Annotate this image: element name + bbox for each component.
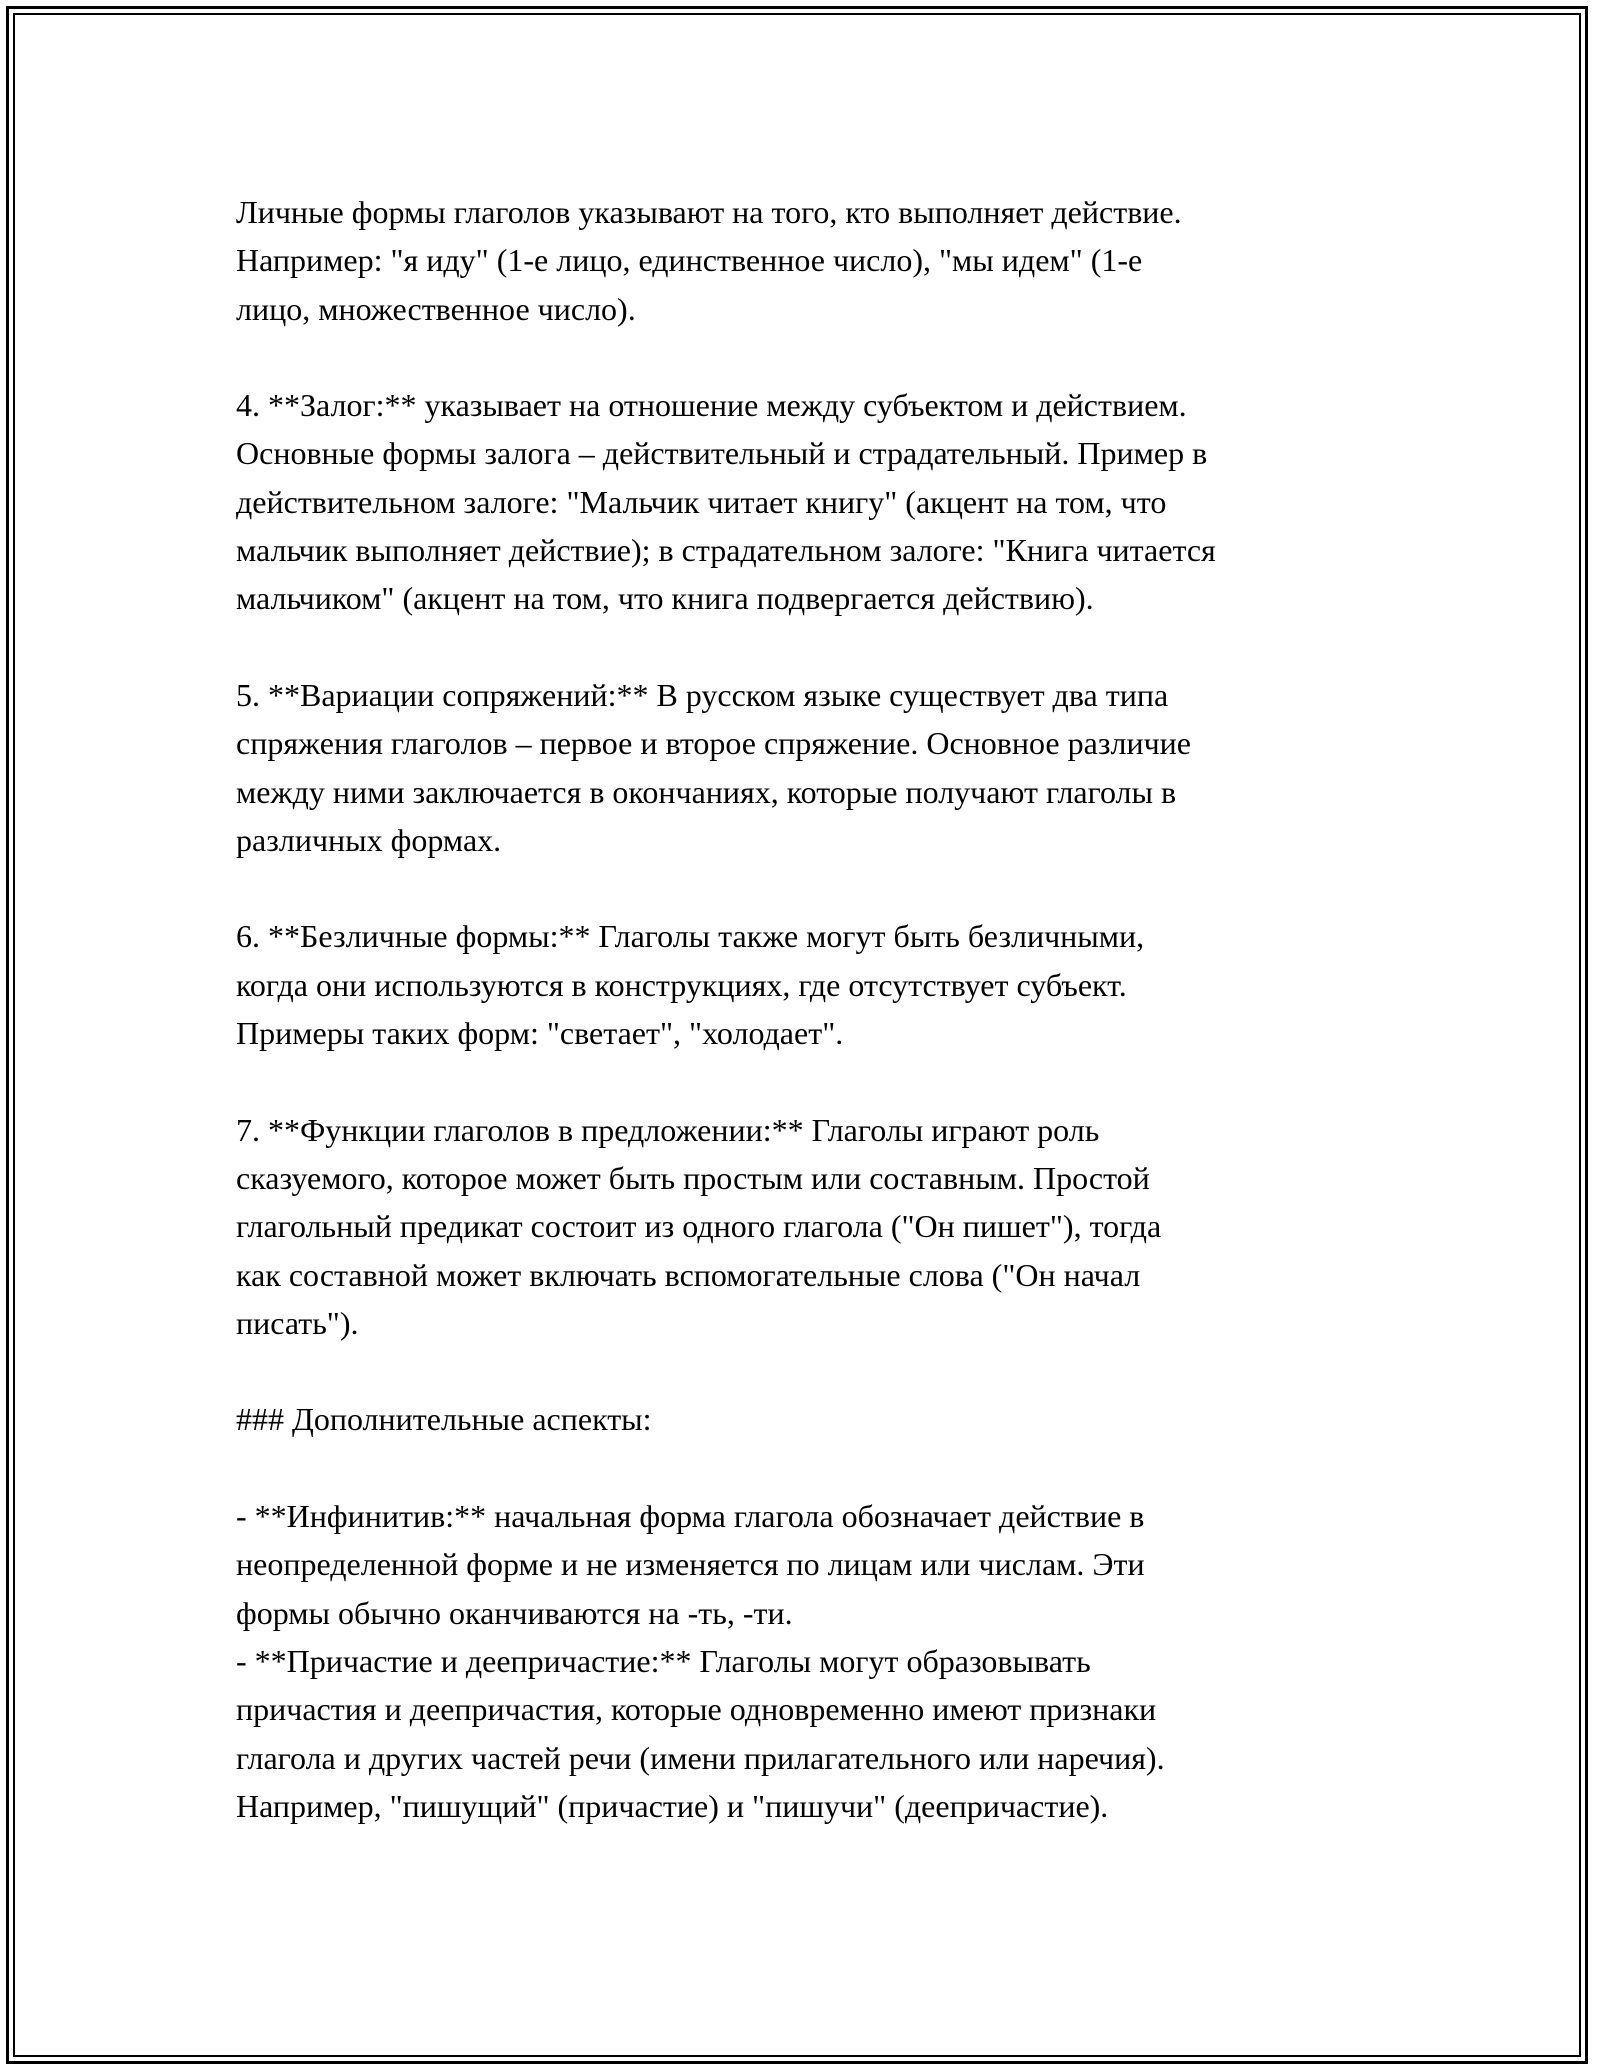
text-line: формы обычно оканчиваются на -ть, -ти.: [236, 1594, 793, 1631]
heading-line: ### Дополнительные аспекты:: [236, 1401, 652, 1438]
text-line: писать").: [236, 1304, 359, 1341]
paragraph-gap: [236, 623, 1396, 671]
text-line: Примеры таких форм: "светает", "холодает".: [236, 1015, 844, 1052]
text-line: Основные формы залога – действительный и страдательный. Пример в: [236, 435, 1208, 472]
text-line: 5. **Вариации сопряжений:** В русском языке существует два типа: [236, 676, 1169, 713]
text-line: 6. **Безличные формы:** Глаголы также могут быть безличными,: [236, 918, 1145, 955]
document-body: [236, 188, 1396, 1830]
text-line: когда они используются в конструкциях, где отсутствует субъект.: [236, 966, 1127, 1003]
text-line: Личные формы глаголов указывают на того, кто выполняет действие.: [236, 194, 1182, 230]
text-line: сказуемого, которое может быть простым или составным. Простой: [236, 1159, 1150, 1196]
text-line: различных формах.: [236, 821, 502, 858]
paragraph-gap: [236, 1347, 1396, 1395]
text-line: мальчиком" (акцент на том, что книга подвергается действию).: [236, 580, 1094, 617]
text-line: Например: "я иду" (1-е лицо, единственное число), "мы идем" (1-е: [236, 242, 1143, 279]
text-line: Например, "пишущий" (причастие) и "пишучи" (деепричастие).: [236, 1787, 1109, 1824]
text-line: - **Инфинитив:** начальная форма глагола обозначает действие в: [236, 1498, 1145, 1535]
text-line: причастия и деепричастия, которые одновременно имеют признаки: [236, 1691, 1157, 1728]
paragraph-gap: [236, 864, 1396, 912]
section-heading: [236, 1395, 1396, 1443]
text-line: неопределенной форме и не изменяется по лицам или числам. Эти: [236, 1546, 1145, 1583]
paragraph-gap: [236, 333, 1396, 381]
paragraph-voice: [236, 381, 1396, 622]
text-line: - **Причастие и деепричастие:** Глаголы могут образовывать: [236, 1642, 1091, 1679]
text-line: мальчик выполняет действие); в страдательном залоге: "Книга читается: [236, 532, 1216, 569]
text-line: 7. **Функции глаголов в предложении:** Глаголы играют роль: [236, 1111, 1100, 1148]
text-line: глагольный предикат состоит из одного глагола ("Он пишет"), тогда: [236, 1208, 1162, 1245]
text-line: как составной может включать вспомогательные слова ("Он начал: [236, 1256, 1141, 1293]
paragraph-conjugation: [236, 671, 1396, 864]
text-line: между ними заключается в окончаниях, которые получают глаголы в: [236, 773, 1177, 810]
text-line: 4. **Залог:** указывает на отношение между субъектом и действием.: [236, 387, 1187, 424]
paragraph-functions: [236, 1106, 1396, 1347]
text-line: спряжения глаголов – первое и второе спряжение. Основное различие: [236, 725, 1191, 762]
list-additional-aspects: [236, 1492, 1396, 1830]
text-line: глагола и других частей речи (имени прилагательного или наречия).: [236, 1739, 1165, 1776]
paragraph-personal-forms: [236, 188, 1396, 333]
paragraph-gap: [236, 1444, 1396, 1492]
text-line: действительном залоге: "Мальчик читает книгу" (акцент на том, что: [236, 483, 1167, 520]
paragraph-impersonal-forms: [236, 912, 1396, 1057]
paragraph-gap: [236, 1057, 1396, 1105]
text-line: лицо, множественное число).: [236, 290, 636, 327]
